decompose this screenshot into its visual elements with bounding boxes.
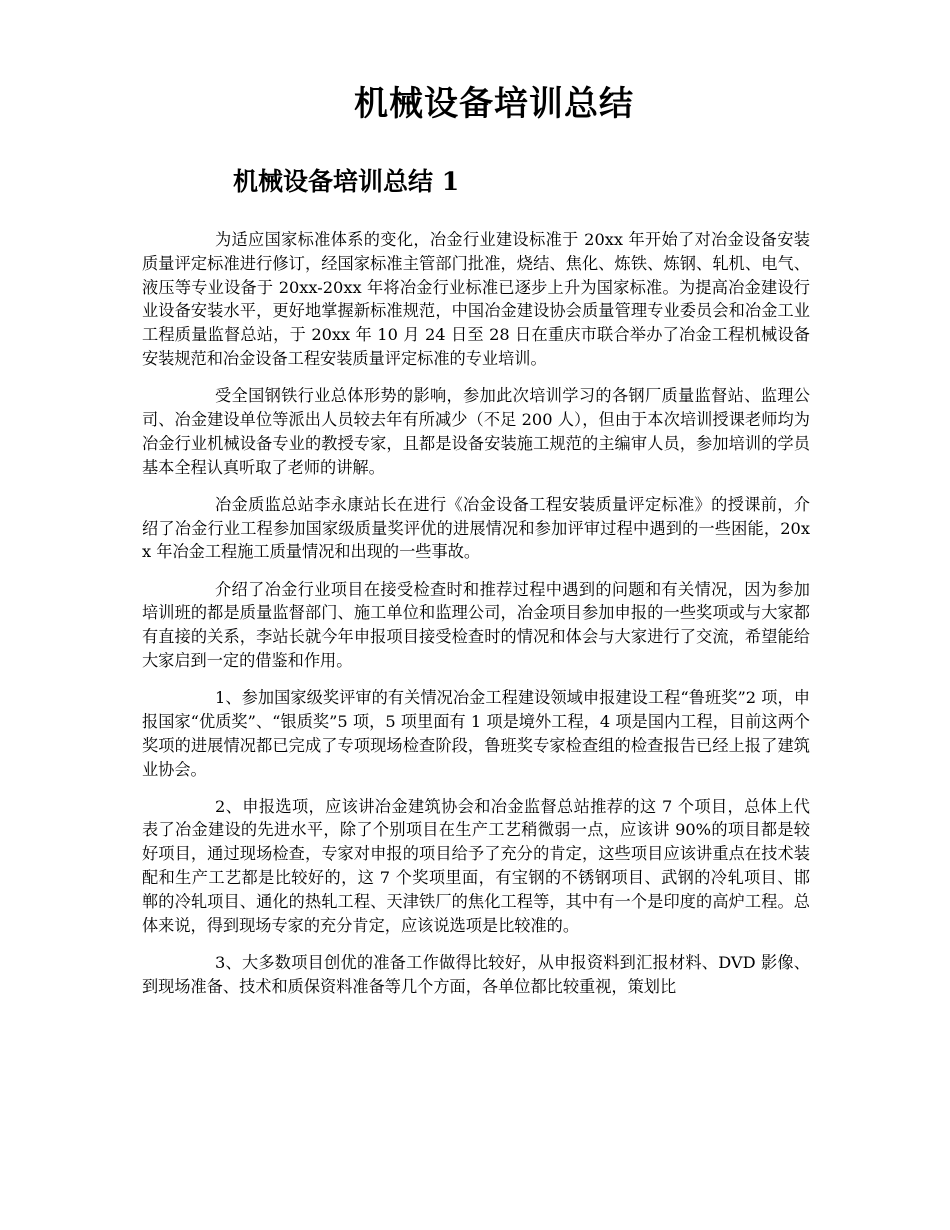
body-paragraph: 2、申报选项，应该讲冶金建筑协会和冶金监督总站推荐的这 7 个项目，总体上代表了冶金建设的先进水平，除了个别项目在生产工艺稍微弱一点，应该讲 90%的项目都是较好项目，通过现场检查，专家对申报的项目给予了充分的肯定，这些项目应该讲重点在技术装配和生产工艺都是比较好的，这 7 个奖项里面，有宝钢的不锈钢项目、武钢的冷轧项目、邯郸的冷轧项目、通化的热轧工程、天津铁厂的焦化工程等，其中有一个是印度的高炉工程。总体来说，得到现场专家的充分肯定，应该说选项是比较准的。 [142, 796, 810, 935]
body-paragraph: 为适应国家标准体系的变化，冶金行业建设标准于 20xx 年开始了对冶金设备安装质量评定标准进行修订，经国家标准主管部门批准，烧结、焦化、炼铁、炼钢、轧机、电气、液压等专业设备于 20xx-20xx 年将冶金行业标准已逐步上升为国家标准。为提高冶金建设行业设备安装水平，更好地掌握新标准规范，中国冶金建设协会质量管理专业委员会和冶金工业工程质量监督总站，于 20xx 年 10 月 24 日至 28 日在重庆市联合举办了冶金工程机械设备安装规范和冶金设备工程安装质量评定标准的专业培训。 [142, 230, 810, 368]
document-title: 机械设备培训总结 [354, 84, 634, 124]
body-paragraph: 1、参加国家级奖评审的有关情况冶金工程建设领域申报建设工程“鲁班奖”2 项，申报国家“优质奖”、“银质奖”5 项，5 项里面有 1 项是境外工程，4 项是国内工程，目前这两个奖项的进展情况都已完成了专项现场检查阶段，鲁班奖专家检查组的检查报告已经上报了建筑业协会。 [142, 688, 810, 779]
body-paragraph: 介绍了冶金行业项目在接受检查时和推荐过程中遇到的问题和有关情况，因为参加培训班的都是质量监督部门、施工单位和监理公司，冶金项目参加申报的一些奖项或与大家都有直接的关系，李站长就今年申报项目接受检查时的情况和体会与大家进行了交流，希望能给大家启到一定的借鉴和作用。 [142, 579, 810, 670]
body-paragraph: 冶金质监总站李永康站长在进行《冶金设备工程安装质量评定标准》的授课前，介绍了冶金行业工程参加国家级质量奖评优的进展情况和参加评审过程中遇到的一些困能，20xx 年冶金工程施工质量情况和出现的一些事故。 [142, 494, 810, 562]
body-paragraph: 受全国钢铁行业总体形势的影响，参加此次培训学习的各钢厂质量监督站、监理公司、冶金建设单位等派出人员较去年有所减少（不足 200 人），但由于本次培训授课老师均为冶金行业机械设备专业的教授专家，且都是设备安装施工规范的主编审人员，参加培训的学员基本全程认真听取了老师的讲解。 [142, 386, 810, 477]
section-heading: 机械设备培训总结 1 [233, 167, 460, 196]
body-paragraph: 3、大多数项目创优的准备工作做得比较好，从申报资料到汇报材料、DVD 影像、到现场准备、技术和质保资料准备等几个方面，各单位都比较重视，策划比 [142, 952, 810, 996]
document-body [142, 228, 810, 1012]
